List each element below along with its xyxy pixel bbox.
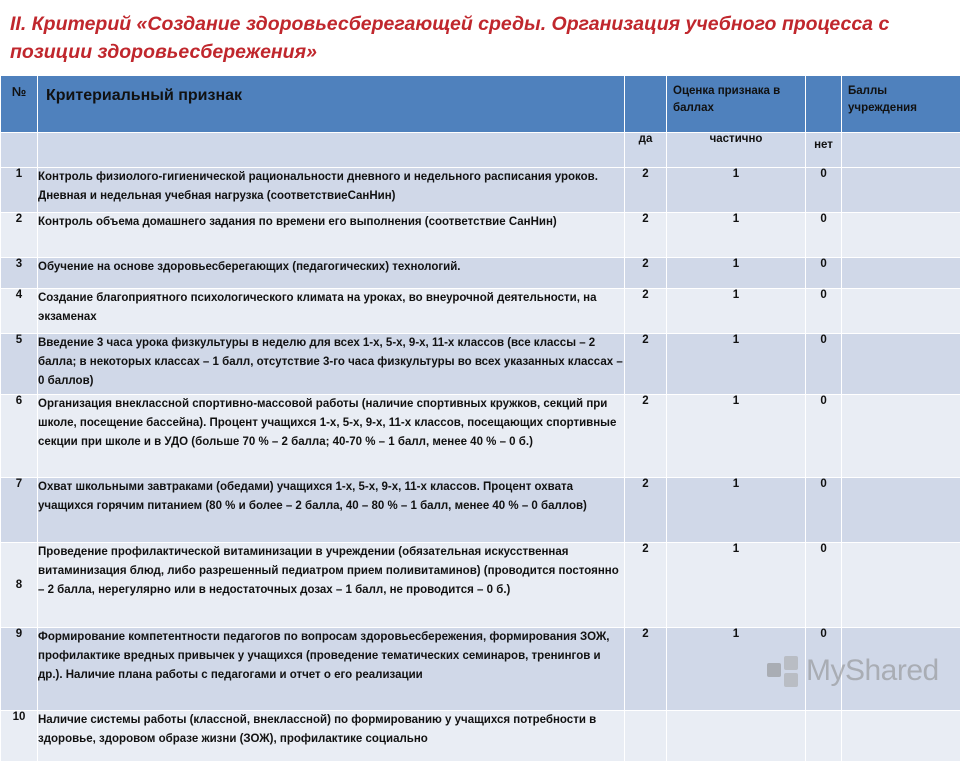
score-yes: 2 [625, 334, 667, 395]
myshared-logo-icon [766, 654, 800, 688]
row-number: 3 [1, 258, 38, 289]
header-points: Баллы учреждения [842, 76, 960, 133]
table-row [1, 289, 960, 334]
score-partial: 1 [667, 628, 806, 711]
score-no: 0 [806, 334, 842, 395]
subheader-partial: частично [667, 133, 806, 168]
table-row [1, 258, 960, 289]
table-header-row [1, 76, 960, 133]
score-yes: 2 [625, 395, 667, 478]
subheader-empty-cell [842, 133, 960, 168]
row-number: 6 [1, 395, 38, 478]
table-row [1, 711, 960, 762]
score-partial: 1 [667, 478, 806, 543]
score-no: 0 [806, 543, 842, 628]
header-number: № [1, 76, 38, 133]
table-subheader-row [1, 133, 960, 168]
institution-points-cell [842, 213, 960, 258]
subheader-empty-cell [1, 133, 38, 168]
row-number: 2 [1, 213, 38, 258]
row-number: 10 [1, 711, 38, 762]
score-yes: 2 [625, 258, 667, 289]
table-row [1, 543, 960, 628]
score-yes: 2 [625, 478, 667, 543]
score-yes: 2 [625, 213, 667, 258]
score-no: 0 [806, 258, 842, 289]
row-number: 4 [1, 289, 38, 334]
row-criterion: Введение 3 часа урока физкультуры в неделю для всех 1-х, 5-х, 9-х, 11-х классов (все классы – 2 балла; в некоторых классах – 1 балл, отсутствие 3-го часа физкультуры во всех указанных классах – 0 баллов) [38, 334, 625, 395]
row-criterion: Формирование компетентности педагогов по вопросам здоровьесбережения, формирования ЗОЖ, профилактике вредных привычек у учащихся (проведение тематических семинаров, тренингов и др.). Наличие плана работы с педагогами и отчет о его реализации [38, 628, 625, 711]
row-criterion: Наличие системы работы (классной, внеклассной) по формированию у учащихся потребности в здоровье, здоровом образе жизни (ЗОЖ), профилактике социально [38, 711, 625, 762]
row-number: 9 [1, 628, 38, 711]
row-number: 1 [1, 168, 38, 213]
row-criterion: Обучение на основе здоровьесберегающих (педагогических) технологий. [38, 258, 625, 289]
score-no: 0 [806, 213, 842, 258]
score-yes: 2 [625, 289, 667, 334]
subheader-empty-cell [38, 133, 625, 168]
score-partial: 1 [667, 334, 806, 395]
row-criterion: Проведение профилактической витаминизации в учреждении (обязательная искусственная витаминизация блюд, либо разрешенный педиатром прием поливитаминов) (проводится постоянно – 2 балла, нерегулярно или в недостаточных дозах – 1 балл, не проводится – 0 б.) [38, 543, 625, 628]
table-row [1, 334, 960, 395]
slide-title: II. Критерий «Создание здоровьесберегающей среды. Организация учебного процесса с позиции здоровьесбережения» [10, 10, 955, 66]
table-row [1, 478, 960, 543]
score-yes: 2 [625, 628, 667, 711]
score-no: 0 [806, 628, 842, 711]
score-partial: 1 [667, 258, 806, 289]
score-partial: 1 [667, 543, 806, 628]
watermark-text: MyShared [806, 654, 939, 688]
subheader-yes: да [625, 133, 667, 168]
subheader-no: нет [806, 133, 842, 168]
score-partial: 1 [667, 213, 806, 258]
row-number: 8 [1, 543, 38, 628]
row-criterion: Организация внеклассной спортивно-массовой работы (наличие спортивных кружков, секций при школе, посещение бассейна). Процент учащихся 1-х, 5-х, 9-х, 11-х классов, посещающих спортивные секции при школе и в УДО (больше 70 % – 2 балла; 40-70 % – 1 балл, менее 40 % – 0 б.) [38, 395, 625, 478]
score-no: 0 [806, 478, 842, 543]
score-no [806, 711, 842, 762]
score-yes: 2 [625, 543, 667, 628]
row-number: 5 [1, 334, 38, 395]
table-row [1, 395, 960, 478]
score-yes [625, 711, 667, 762]
header-assessment: Оценка признака в баллах [667, 76, 806, 133]
table-row [1, 213, 960, 258]
institution-points-cell [842, 258, 960, 289]
row-number: 7 [1, 478, 38, 543]
institution-points-cell [842, 289, 960, 334]
score-partial [667, 711, 806, 762]
score-partial: 1 [667, 289, 806, 334]
institution-points-cell [842, 711, 960, 762]
row-criterion: Контроль объема домашнего задания по времени его выполнения (соответствие СанНин) [38, 213, 625, 258]
score-no: 0 [806, 168, 842, 213]
institution-points-cell [842, 334, 960, 395]
header-criterion: Критериальный признак [38, 76, 625, 133]
header-empty-cell [625, 76, 667, 133]
myshared-watermark [766, 650, 956, 692]
score-no: 0 [806, 395, 842, 478]
row-criterion: Охват школьными завтраками (обедами) учащихся 1-х, 5-х, 9-х, 11-х классов. Процент охвата учащихся горячим питанием (80 % и более – 2 балла, 40 – 80 % – 1 балл, менее 40 % – 0 баллов) [38, 478, 625, 543]
institution-points-cell [842, 478, 960, 543]
score-no: 0 [806, 289, 842, 334]
score-partial: 1 [667, 395, 806, 478]
score-partial: 1 [667, 168, 806, 213]
table-row [1, 168, 960, 213]
header-empty-cell [806, 76, 842, 133]
institution-points-cell [842, 395, 960, 478]
row-criterion: Создание благоприятного психологического климата на уроках, во внеурочной деятельности, на экзаменах [38, 289, 625, 334]
institution-points-cell [842, 543, 960, 628]
institution-points-cell [842, 168, 960, 213]
row-criterion: Контроль физиолого-гигиенической рациональности дневного и недельного расписания уроков. Дневная и недельная учебная нагрузка (соответствиеСанНин) [38, 168, 625, 213]
score-yes: 2 [625, 168, 667, 213]
